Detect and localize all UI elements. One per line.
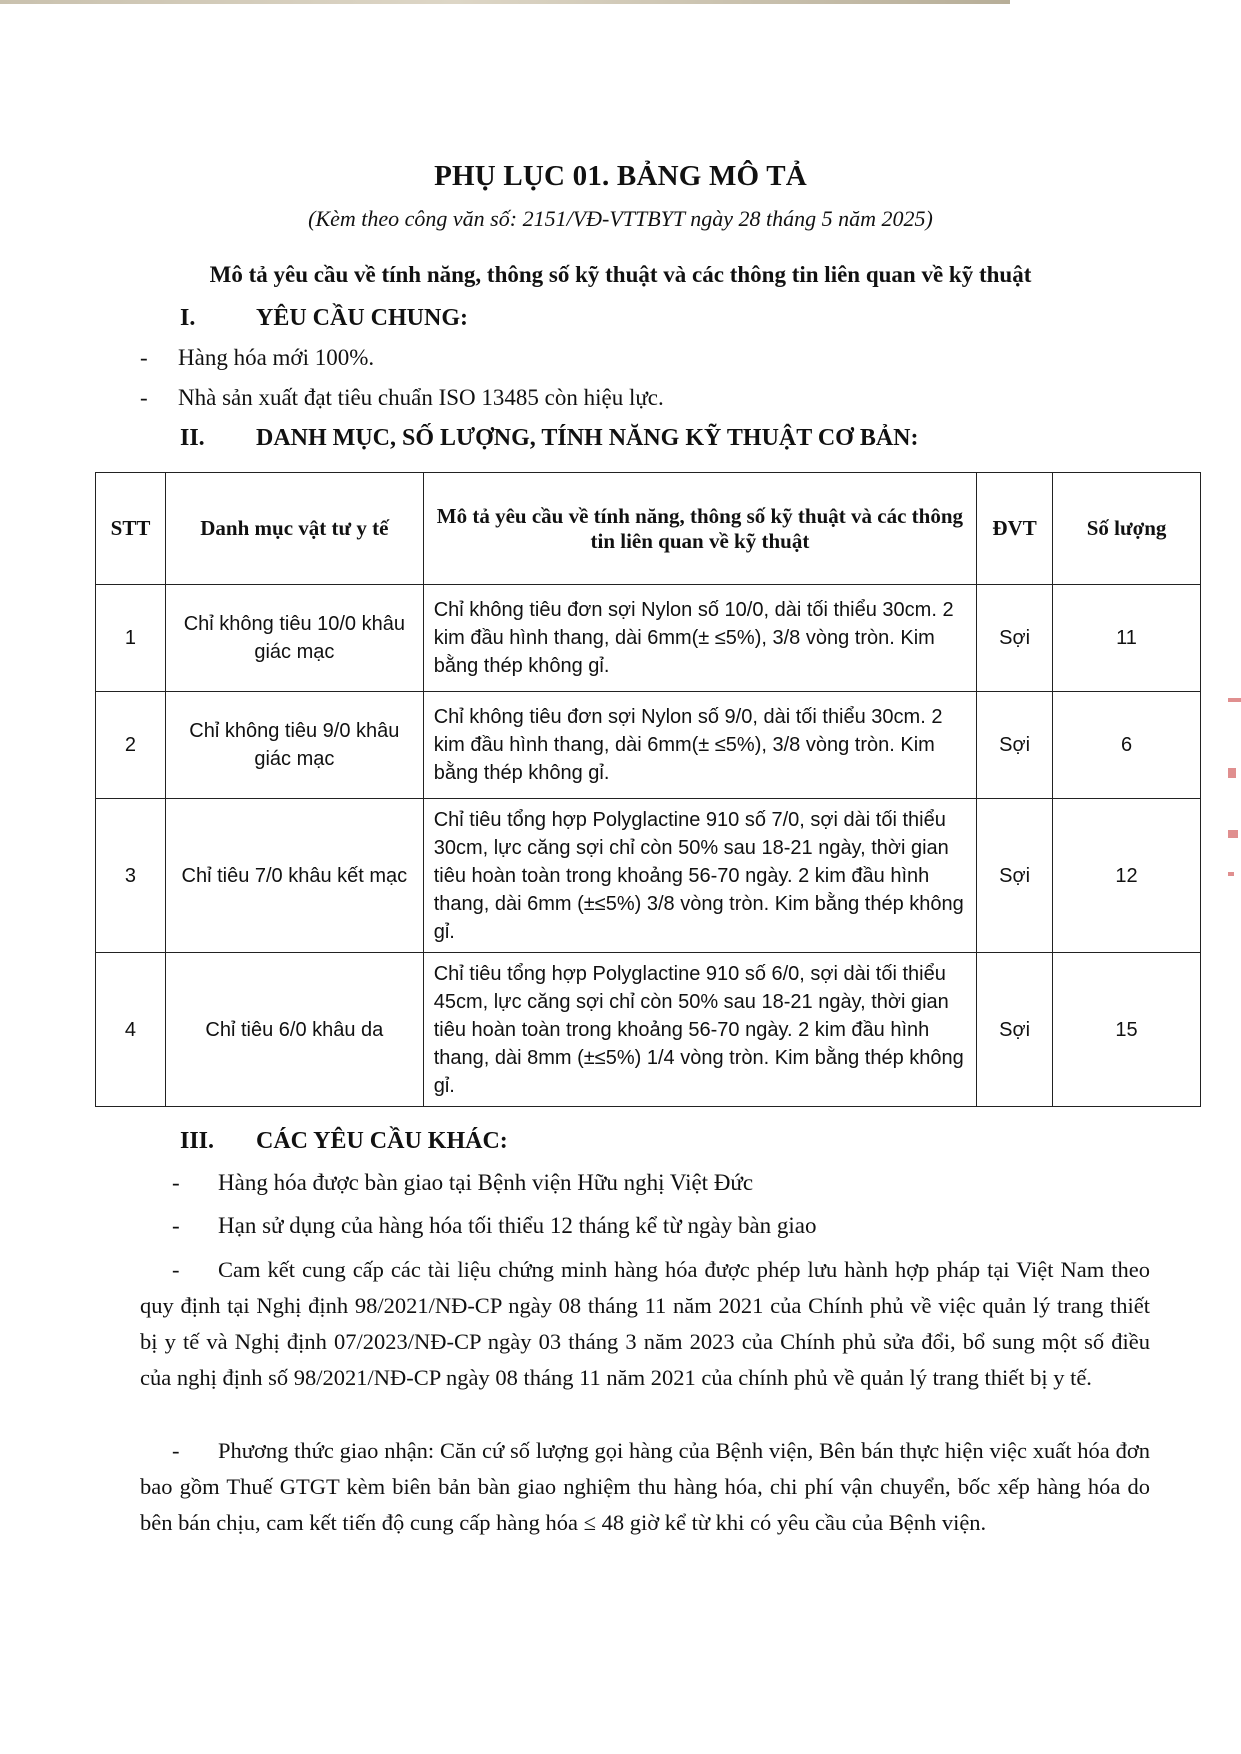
header-description: Mô tả yêu cầu về tính năng, thông số kỹ thuật và các thông tin liên quan về kỹ thuật bbox=[423, 473, 976, 585]
cell-quantity: 11 bbox=[1053, 585, 1201, 692]
bullet-dash: - bbox=[172, 1438, 180, 1463]
cell-stt: 1 bbox=[96, 585, 166, 692]
cell-unit: Sợi bbox=[977, 692, 1053, 799]
bullet-dash: - bbox=[140, 345, 148, 370]
table-row bbox=[96, 692, 1201, 799]
section-3-title: CÁC YÊU CẦU KHÁC: bbox=[256, 1128, 508, 1154]
cell-quantity: 15 bbox=[1053, 953, 1201, 1107]
description-heading: Mô tả yêu cầu về tính năng, thông số kỹ thuật và các thông tin liên quan về kỹ thuật bbox=[209, 262, 1032, 287]
cell-quantity: 6 bbox=[1053, 692, 1201, 799]
cell-quantity: 12 bbox=[1053, 799, 1201, 953]
section-3-number: III. bbox=[180, 1128, 215, 1154]
cell-stt: 2 bbox=[96, 692, 166, 799]
table-header-row bbox=[96, 473, 1201, 585]
section-1-title: YÊU CẦU CHUNG: bbox=[256, 305, 468, 331]
section-3-paragraph bbox=[140, 1433, 1150, 1541]
cell-unit: Sợi bbox=[977, 799, 1053, 953]
cell-description: Chỉ không tiêu đơn sợi Nylon số 10/0, dài tối thiểu 30cm. 2 kim đầu hình thang, dài 6mm(± ≤5%), 3/8 vòng tròn. Kim bằng thép không gỉ. bbox=[423, 585, 976, 692]
cell-description: Chỉ tiêu tổng hợp Polyglactine 910 số 6/0, sợi dài tối thiểu 45cm, lực căng sợi chỉ còn 50% sau 18-21 ngày, thời gian tiêu hoàn toàn trong khoảng 56-70 ngày. 2 kim đầu hình thang, dài 8mm (±≤5%) 1/4 vòng tròn. Kim bằng thép không gỉ. bbox=[423, 953, 976, 1107]
table-row bbox=[96, 585, 1201, 692]
stamp-mark bbox=[1228, 768, 1236, 778]
section-2-title: DANH MỤC, SỐ LƯỢNG, TÍNH NĂNG KỸ THUẬT CƠ BẢN: bbox=[256, 425, 919, 451]
cell-name: Chỉ tiêu 6/0 khâu da bbox=[165, 953, 423, 1107]
stamp-mark bbox=[1228, 830, 1238, 838]
section-1-heading bbox=[180, 305, 468, 332]
header-name: Danh mục vật tư y tế bbox=[165, 473, 423, 585]
section-1-bullet bbox=[140, 385, 664, 411]
bullet-dash: - bbox=[172, 1170, 180, 1195]
header-quantity: Số lượng bbox=[1053, 473, 1201, 585]
bullet-text: Hạn sử dụng của hàng hóa tối thiểu 12 tháng kể từ ngày bàn giao bbox=[218, 1213, 817, 1238]
cell-unit: Sợi bbox=[977, 953, 1053, 1107]
section-2-number: II. bbox=[180, 425, 205, 451]
header-unit: ĐVT bbox=[977, 473, 1053, 585]
goods-table bbox=[95, 472, 1201, 1107]
bullet-text: Hàng hóa mới 100%. bbox=[178, 345, 375, 370]
section-3-bullet bbox=[172, 1170, 753, 1196]
cell-name: Chỉ không tiêu 10/0 khâu giác mạc bbox=[165, 585, 423, 692]
bullet-dash: - bbox=[140, 385, 148, 410]
bullet-dash: - bbox=[172, 1257, 180, 1282]
section-1-bullet bbox=[140, 345, 374, 371]
table-row bbox=[96, 799, 1201, 953]
bullet-text: Nhà sản xuất đạt tiêu chuẩn ISO 13485 còn hiệu lực. bbox=[178, 385, 664, 410]
section-3-bullet bbox=[172, 1213, 817, 1239]
cell-stt: 4 bbox=[96, 953, 166, 1107]
table-row bbox=[96, 953, 1201, 1107]
cell-description: Chỉ tiêu tổng hợp Polyglactine 910 số 7/0, sợi dài tối thiểu 30cm, lực căng sợi chỉ còn 50% sau 18-21 ngày, thời gian tiêu hoàn toàn trong khoảng 56-70 ngày. 2 kim đầu hình thang, dài 6mm (±≤5%) 3/8 vòng tròn. Kim bằng thép không gỉ. bbox=[423, 799, 976, 953]
stamp-mark bbox=[1228, 698, 1241, 702]
section-3-heading bbox=[180, 1128, 508, 1155]
section-2-heading bbox=[180, 425, 919, 452]
bullet-text: Hàng hóa được bàn giao tại Bệnh viện Hữu nghị Việt Đức bbox=[218, 1170, 754, 1195]
stamp-mark bbox=[1228, 872, 1234, 876]
cell-stt: 3 bbox=[96, 799, 166, 953]
cell-name: Chỉ không tiêu 9/0 khâu giác mạc bbox=[165, 692, 423, 799]
paragraph-text: Cam kết cung cấp các tài liệu chứng minh hàng hóa được phép lưu hành hợp pháp tại Việt Nam theo quy định tại Nghị định 98/2021/NĐ-CP ngày 08 tháng 11 năm 2021 của Chính phủ về việc quản lý trang thiết bị y tế và Nghị định 07/2023/NĐ-CP ngày 03 tháng 3 năm 2023 của Chính phủ sửa đổi, bổ sung một số điều của nghị định số 98/2021/NĐ-CP ngày 08 tháng 11 năm 2021 của chính phủ về quản lý trang thiết bị y tế. bbox=[140, 1257, 1150, 1390]
cell-description: Chỉ không tiêu đơn sợi Nylon số 9/0, dài tối thiểu 30cm. 2 kim đầu hình thang, dài 6mm(± ≤5%), 3/8 vòng tròn. Kim bằng thép không gỉ. bbox=[423, 692, 976, 799]
cell-name: Chỉ tiêu 7/0 khâu kết mạc bbox=[165, 799, 423, 953]
cell-unit: Sợi bbox=[977, 585, 1053, 692]
header-stt: STT bbox=[96, 473, 166, 585]
paragraph-text: Phương thức giao nhận: Căn cứ số lượng gọi hàng của Bệnh viện, Bên bán thực hiện việc xuất hóa đơn bao gồm Thuế GTGT kèm biên bản bàn giao nghiệm thu hàng hóa, chi phí vận chuyển, bốc xếp hàng hóa do bên bán chịu, cam kết tiến độ cung cấp hàng hóa ≤ 48 giờ kể từ khi có yêu cầu của Bệnh viện. bbox=[140, 1438, 1150, 1535]
section-3-paragraph bbox=[140, 1252, 1150, 1396]
section-1-number: I. bbox=[180, 305, 196, 331]
document-title: PHỤ LỤC 01. BẢNG MÔ TẢ bbox=[434, 160, 807, 192]
bullet-dash: - bbox=[172, 1213, 180, 1238]
document-subtitle: (Kèm theo công văn số: 2151/VĐ-VTTBYT ngày 28 tháng 5 năm 2025) bbox=[308, 206, 933, 231]
